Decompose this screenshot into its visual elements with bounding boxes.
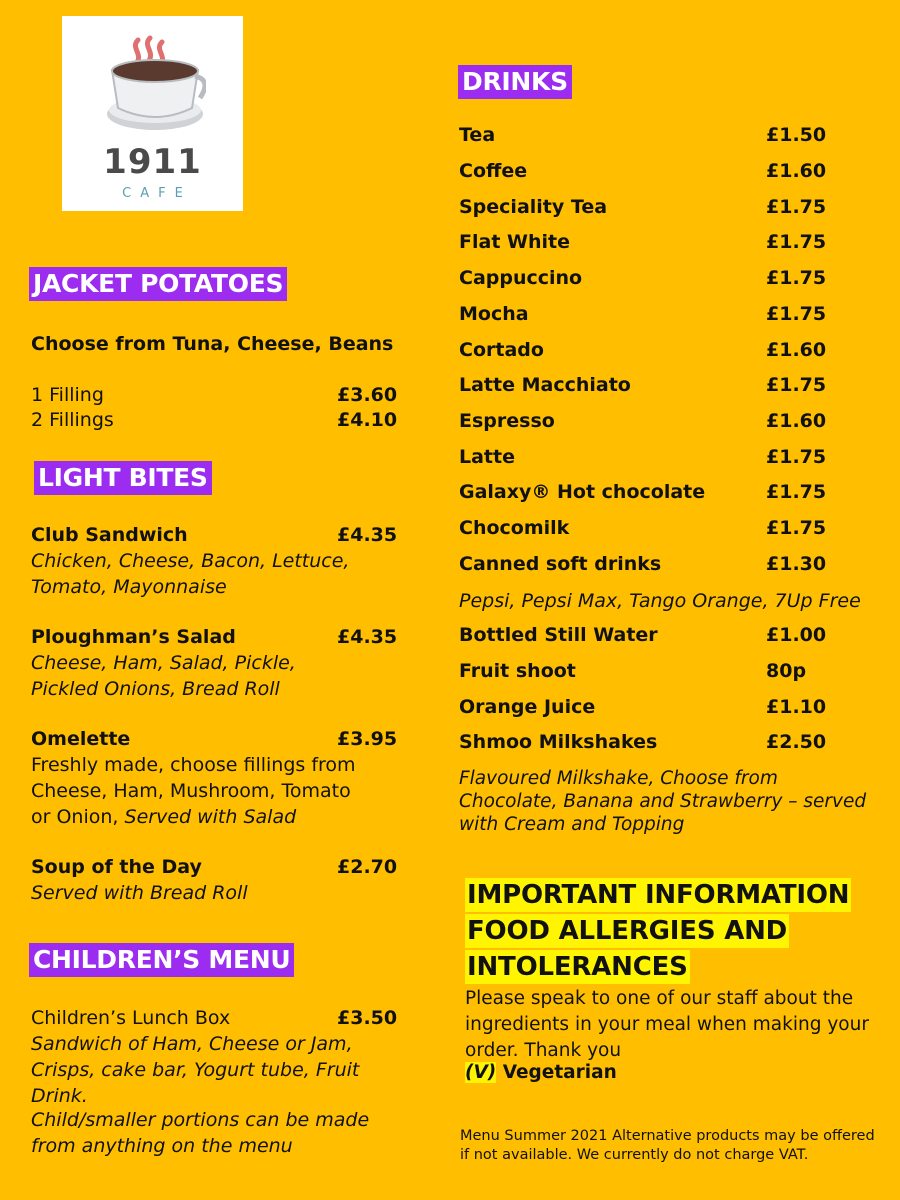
drink-row: [459, 410, 859, 436]
drink-price: £1.75: [766, 196, 827, 218]
drink-price: £1.30: [766, 553, 827, 575]
childrens-lunch-box-desc: Sandwich of Ham, Cheese or Jam, Crisps, cake bar, Yogurt tube, Fruit Drink.: [31, 1033, 360, 1107]
drink-row: [459, 231, 859, 257]
omelette-price: £3.95: [337, 728, 398, 750]
drink-name: Cappuccino: [459, 267, 583, 289]
drink-name: Canned soft drinks: [459, 553, 662, 575]
soup-price: £2.70: [337, 856, 398, 878]
drink-name: Speciality Tea: [459, 196, 608, 218]
vegetarian-symbol: (V): [465, 1062, 497, 1083]
drink-name: Latte: [459, 446, 515, 468]
drink-row: [459, 124, 859, 150]
drink-name: Fruit shoot: [459, 660, 576, 682]
drink-name: Galaxy® Hot chocolate: [459, 481, 706, 503]
coffee-cup-icon: [100, 34, 206, 138]
drink-name: Shmoo Milkshakes: [459, 731, 658, 753]
ploughmans-salad-desc: Cheese, Ham, Salad, Pickle, Pickled Onions, Bread Roll: [31, 652, 296, 700]
omelette-desc-block: [31, 752, 376, 830]
ploughmans-salad-price: £4.35: [337, 626, 398, 648]
drink-name: Orange Juice: [459, 696, 596, 718]
jacket-item-price: £4.10: [337, 409, 398, 431]
jacket-item-name: 2 Fillings: [31, 409, 114, 431]
drink-price: £1.75: [766, 303, 827, 325]
club-sandwich-price: £4.35: [337, 524, 398, 546]
jacket-item-price: £3.60: [337, 384, 398, 406]
drink-row: [459, 481, 859, 507]
soup-desc: Served with Bread Roll: [31, 882, 248, 904]
drink-row: [459, 267, 859, 293]
omelette-desc: Freshly made, choose fillings from Cheese, Ham, Mushroom, Tomato or Onion,: [31, 754, 356, 828]
drink-price: £1.10: [766, 696, 827, 718]
omelette-served-with: Served with Salad: [124, 806, 297, 828]
drink-price: £1.00: [766, 624, 827, 646]
drink-row: [459, 160, 859, 186]
drink-name: Bottled Still Water: [459, 624, 658, 646]
logo-word: CAFE: [122, 186, 192, 201]
drink-row: [459, 339, 859, 365]
drink-name: Mocha: [459, 303, 529, 325]
drink-price: 80p: [766, 660, 807, 682]
drink-name: Chocomilk: [459, 517, 570, 539]
allergy-info-text: Please speak to one of our staff about the ingredients in your meal when making your order. Thank you: [465, 988, 869, 1061]
ploughmans-salad-name: Ploughman’s Salad: [31, 626, 236, 648]
club-sandwich-desc: Chicken, Cheese, Bacon, Lettuce, Tomato, Mayonnaise: [31, 550, 350, 598]
drink-row: [459, 624, 859, 650]
drink-price: £1.75: [766, 481, 827, 503]
drink-price: £1.75: [766, 231, 827, 253]
drink-name: Flat White: [459, 231, 570, 253]
drink-name: Latte Macchiato: [459, 374, 631, 396]
drink-row: [459, 374, 859, 400]
drink-price: £1.75: [766, 267, 827, 289]
drink-price: £1.50: [766, 124, 827, 146]
omelette-name: Omelette: [31, 728, 131, 750]
drink-name: Tea: [459, 124, 496, 146]
club-sandwich-name: Club Sandwich: [31, 524, 188, 546]
drink-row: [459, 696, 859, 722]
drink-row: [459, 553, 859, 579]
drink-price: £1.60: [766, 410, 827, 432]
drink-name: Espresso: [459, 410, 555, 432]
cafe-logo: [62, 16, 243, 211]
drink-row: [459, 196, 859, 222]
info-heading-line3: INTOLERANCES: [467, 952, 688, 982]
light-bites-heading: LIGHT BITES: [34, 461, 212, 495]
info-heading-line1: IMPORTANT INFORMATION: [467, 880, 850, 910]
soft-drinks-note: Pepsi, Pepsi Max, Tango Orange, 7Up Free: [459, 590, 861, 612]
drink-row: [459, 303, 859, 329]
drink-row: [459, 731, 859, 757]
drink-row: [459, 660, 859, 686]
drink-row: [459, 517, 859, 543]
vegetarian-key: [465, 1062, 617, 1083]
childrens-lunch-box-price: £3.50: [337, 1007, 398, 1029]
logo-number: 1911: [103, 142, 202, 182]
jacket-potatoes-heading: JACKET POTATOES: [29, 267, 287, 301]
drink-price: £1.75: [766, 517, 827, 539]
childrens-menu-heading: CHILDREN’S MENU: [29, 943, 294, 977]
drink-price: £1.60: [766, 160, 827, 182]
childrens-lunch-box-name: Children’s Lunch Box: [31, 1007, 231, 1029]
drink-price: £1.75: [766, 374, 827, 396]
drink-name: Cortado: [459, 339, 544, 361]
vegetarian-label: Vegetarian: [502, 1062, 617, 1083]
drink-price: £1.75: [766, 446, 827, 468]
drink-name: Coffee: [459, 160, 528, 182]
drinks-heading: DRINKS: [458, 65, 572, 99]
info-heading-line2: FOOD ALLERGIES AND: [467, 916, 788, 946]
soup-name: Soup of the Day: [31, 856, 202, 878]
jacket-choose-text: Choose from Tuna, Cheese, Beans: [31, 333, 394, 355]
milkshake-note: Flavoured Milkshake, Choose from Chocolate, Banana and Strawberry – served with Cream and Topping: [459, 768, 867, 835]
footer-note: Menu Summer 2021 Alternative products may be offered if not available. We currently do not charge VAT.: [460, 1128, 875, 1163]
drink-price: £2.50: [766, 731, 827, 753]
jacket-item-name: 1 Filling: [31, 384, 104, 406]
drink-row: [459, 446, 859, 472]
drink-price: £1.60: [766, 339, 827, 361]
child-portions-note: Child/smaller portions can be made from anything on the menu: [31, 1109, 370, 1157]
